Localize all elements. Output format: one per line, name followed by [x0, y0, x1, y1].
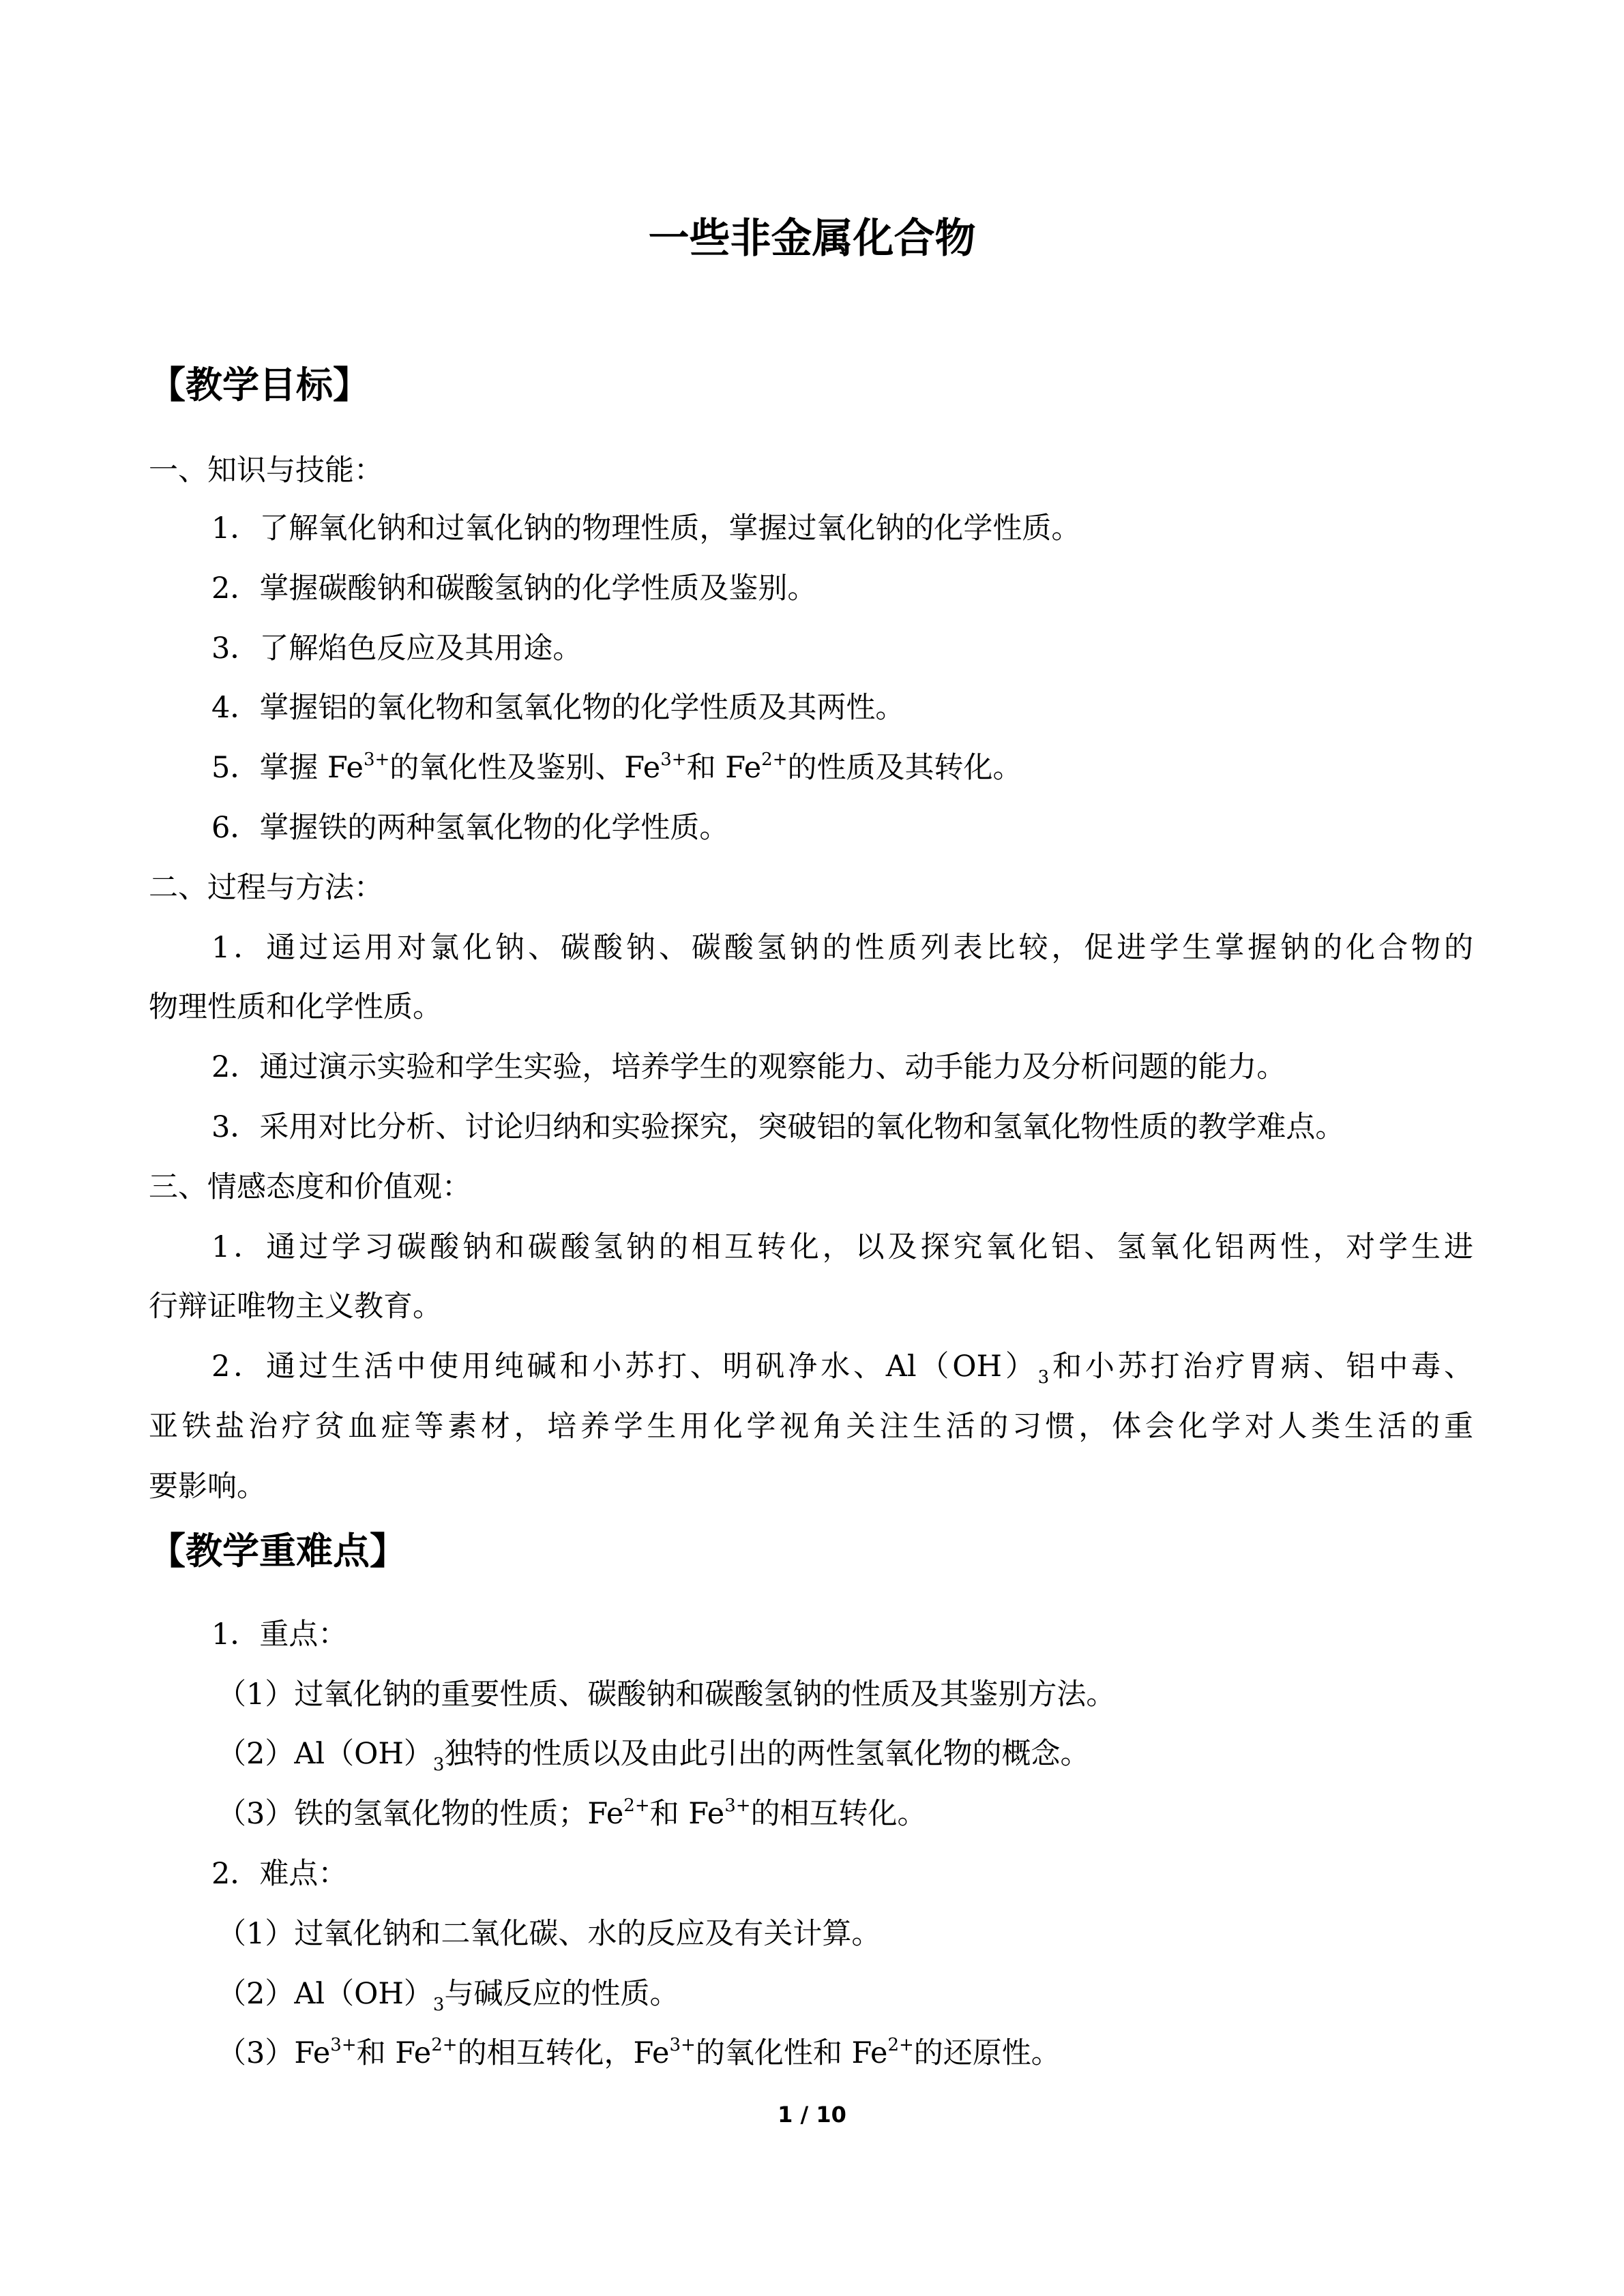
keypoint-item: （3）铁的氢氧化物的性质；$Fe^{2+}$和 $Fe^{3+}$的相互转化。 [217, 1795, 927, 1831]
keypoint-item: （1）过氧化钠的重要性质、碳酸钠和碳酸氢钠的性质及其鉴别方法。 [217, 1678, 1116, 1712]
goal-item: 2．通过演示实验和学生实验，培养学生的观察能力、动手能力及分析问题的能力。 [211, 1050, 1286, 1084]
page-title: 一些非金属化合物 [648, 215, 976, 263]
paragraph-line: 1．通过运用对氯化钠、碳酸钠、碳酸氢钠的性质列表比较，促进学生掌握钠的化合物的 [211, 931, 1473, 965]
goal-item: 5．掌握 $Fe^{3+}$的氧化性及鉴别、$Fe^{3+}$和 $Fe^{2+}$的性质及其转化。 [211, 749, 1022, 785]
difficulty-item: $(2)Al(OH)_3$与碱反应的性质。 [217, 1977, 679, 2015]
paragraph-line: 1．通过学习碳酸钠和碳酸氢钠的相互转化，以及探究氧化铝、氢氧化铝两性，对学生进 [211, 1230, 1473, 1264]
goal-item: 1．了解氧化钠和过氧化钠的物理性质，掌握过氧化钠的化学性质。 [211, 511, 1081, 546]
difficulty-item: （1）过氧化钠和二氧化碳、水的反应及有关计算。 [217, 1917, 881, 1951]
keypoint-item: $(2)Al(OH)_3$独特的性质以及由此引出的两性氢氧化物的概念。 [217, 1737, 1090, 1775]
goal-item: 4．掌握铝的氧化物和氢氧化物的化学性质及其两性。 [211, 691, 905, 725]
section-heading-keypoints: 【教学重难点】 [149, 1530, 407, 1572]
heading-process-method: 二、过程与方法： [149, 871, 383, 905]
paragraph-line: 要影响。 [149, 1470, 266, 1504]
paragraph-line: 物理性质和化学性质。 [149, 990, 442, 1024]
difficulty-item: $(3)Fe^{3+}$和 $Fe^{2+}$的相互转化，$Fe^{3+}$的氧化性和 $Fe^{2+}$的还原性。 [217, 2035, 1061, 2070]
goal-item: 6．掌握铁的两种氢氧化物的化学性质。 [211, 811, 729, 845]
goal-item: 2．掌握碳酸钠和碳酸氢钠的化学性质及鉴别。 [211, 571, 817, 606]
goal-item: 3．了解焰色反应及其用途。 [211, 631, 582, 666]
paragraph-line: 亚铁盐治疗贫血症等素材，培养学生用化学视角关注生活的习惯，体会化学对人类生活的重 [149, 1410, 1473, 1444]
goal-item: 3．采用对比分析、讨论归纳和实验探究，突破铝的氧化物和氢氧化物性质的教学难点。 [211, 1110, 1345, 1144]
keypoint-heading: 1．重点： [211, 1617, 348, 1652]
section-heading-goals: 【教学目标】 [149, 363, 370, 406]
heading-emotion-values: 三、情感态度和价值观： [149, 1170, 471, 1204]
paragraph-line: 2．通过生活中使用纯碱和小苏打、明矾净水、$Al(OH)_3$和小苏打治疗胃病、铝中毒、 [211, 1350, 1474, 1388]
difficulty-heading: 2．难点： [211, 1857, 348, 1891]
paragraph-line: 行辩证唯物主义教育。 [149, 1289, 442, 1324]
heading-knowledge-skills: 一、知识与技能： [149, 453, 383, 488]
page-number: 1 / 10 [778, 2102, 846, 2128]
